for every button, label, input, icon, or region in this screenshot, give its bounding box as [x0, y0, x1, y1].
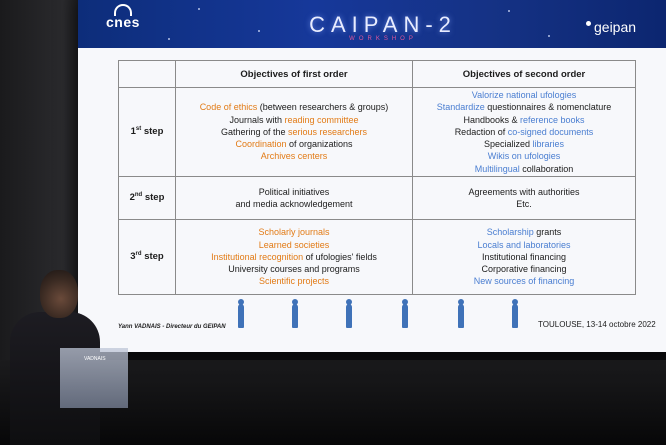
- cell-line: Political initiatives: [258, 186, 330, 197]
- workshop-subtitle: WORKSHOP: [349, 36, 417, 42]
- cell-line: [179, 126, 409, 138]
- cell-text: Journals with: [229, 114, 285, 125]
- highlighted-text: co-signed documents: [507, 126, 594, 137]
- highlighted-text: Learned societies: [258, 239, 330, 250]
- cell-text: Handbooks &: [463, 114, 520, 125]
- cell-text: Redaction of: [454, 126, 508, 137]
- highlighted-text: Wikis on ufologies: [487, 151, 561, 162]
- highlighted-text: reading committee: [284, 114, 359, 125]
- highlighted-text: Locals and laboratories: [477, 239, 571, 250]
- cell-line: [179, 239, 409, 251]
- cell-line: [416, 126, 632, 138]
- person-silhouette-icon: [512, 304, 518, 328]
- highlighted-text: Standardize: [436, 102, 485, 113]
- person-silhouette-icon: [292, 304, 298, 328]
- person-silhouette-icon: [346, 304, 352, 328]
- cell-line: [179, 275, 409, 287]
- highlighted-text: Coordination: [235, 139, 287, 150]
- cnes-logo: cnes: [106, 14, 140, 30]
- cell-text: Specialized: [483, 139, 533, 150]
- cell-first-order: [176, 220, 413, 295]
- step-label: 3rd step: [119, 220, 176, 295]
- cell-line: [179, 226, 409, 238]
- header-empty-cell: [119, 61, 176, 88]
- cell-line: and media acknowledgement: [235, 199, 353, 209]
- cell-line: [179, 114, 409, 126]
- cell-line: [416, 163, 632, 175]
- person-silhouette-icon: [238, 304, 244, 328]
- workshop-title: CAIPAN-2: [309, 12, 457, 37]
- cell-line: [416, 239, 632, 251]
- cell-line: [179, 138, 409, 150]
- cell-line: [416, 251, 632, 263]
- highlighted-text: Archives centers: [260, 151, 328, 162]
- highlighted-text: Code of ethics: [199, 102, 258, 113]
- cell-line: [416, 138, 632, 150]
- slide-banner: [78, 0, 666, 48]
- cell-text: collaboration: [519, 163, 574, 174]
- lectern-nameplate: VADNAIS: [84, 356, 106, 362]
- cell-second-order: [413, 88, 636, 177]
- cell-line: Etc.: [516, 199, 532, 209]
- projected-slide: [78, 0, 666, 352]
- cell-line: [416, 226, 632, 238]
- highlighted-text: Scientific projects: [258, 276, 330, 287]
- cell-text: questionnaires & nomenclature: [484, 102, 612, 113]
- cell-text: Corporative financing: [481, 264, 567, 275]
- cell-text: Gathering of the: [220, 126, 288, 137]
- highlighted-text: Scholarly journals: [258, 227, 330, 238]
- highlighted-text: libraries: [532, 139, 565, 150]
- objectives-table: [118, 60, 636, 295]
- step-label: 1st step: [119, 88, 176, 177]
- geipan-logo: geipan: [594, 19, 637, 35]
- cell-second-order: [413, 177, 636, 220]
- cell-line: [416, 101, 632, 113]
- cell-text: of organizations: [286, 139, 353, 150]
- highlighted-text: Institutional recognition: [211, 251, 304, 262]
- presenter-credit: Yann VADNAIS - Directeur du GEIPAN: [118, 324, 226, 330]
- highlighted-text: Valorize national ufologies: [471, 90, 577, 101]
- cell-text: of ufologies' fields: [303, 251, 377, 262]
- highlighted-text: reference books: [520, 114, 585, 125]
- speaker-head: [40, 270, 78, 318]
- cell-line: [179, 101, 409, 113]
- cell-second-order: [413, 220, 636, 295]
- event-place-date: TOULOUSE, 13-14 octobre 2022: [538, 320, 656, 329]
- table-row: [119, 220, 636, 295]
- cell-text: Institutional financing: [481, 251, 567, 262]
- highlighted-text: New sources of financing: [473, 276, 575, 287]
- cell-line: [179, 150, 409, 162]
- cell-text: grants: [533, 227, 562, 238]
- table-row: [119, 88, 636, 177]
- cell-first-order: [176, 88, 413, 177]
- step-label: 2nd step: [119, 177, 176, 220]
- header-second-order: Objectives of second order: [413, 61, 636, 88]
- table-header-row: [119, 61, 636, 88]
- person-silhouette-icon: [402, 304, 408, 328]
- cell-line: [179, 251, 409, 263]
- cell-text: University courses and programs: [228, 264, 360, 275]
- geipan-logo-icon: [586, 21, 591, 26]
- table-row: [119, 177, 636, 220]
- cell-line: Agreements with authorities: [468, 186, 580, 197]
- cell-line: [416, 150, 632, 162]
- cell-line: [179, 263, 409, 275]
- cell-first-order: [176, 177, 413, 220]
- cell-line: [416, 263, 632, 275]
- header-first-order: Objectives of first order: [176, 61, 413, 88]
- cell-line: [416, 275, 632, 287]
- cell-line: [416, 89, 632, 101]
- highlighted-text: Scholarship: [486, 227, 534, 238]
- highlighted-text: serious researchers: [288, 126, 368, 137]
- highlighted-text: Multilingual: [474, 163, 520, 174]
- person-silhouette-icon: [458, 304, 464, 328]
- cell-text: (between researchers & groups): [257, 102, 389, 113]
- cell-line: [416, 114, 632, 126]
